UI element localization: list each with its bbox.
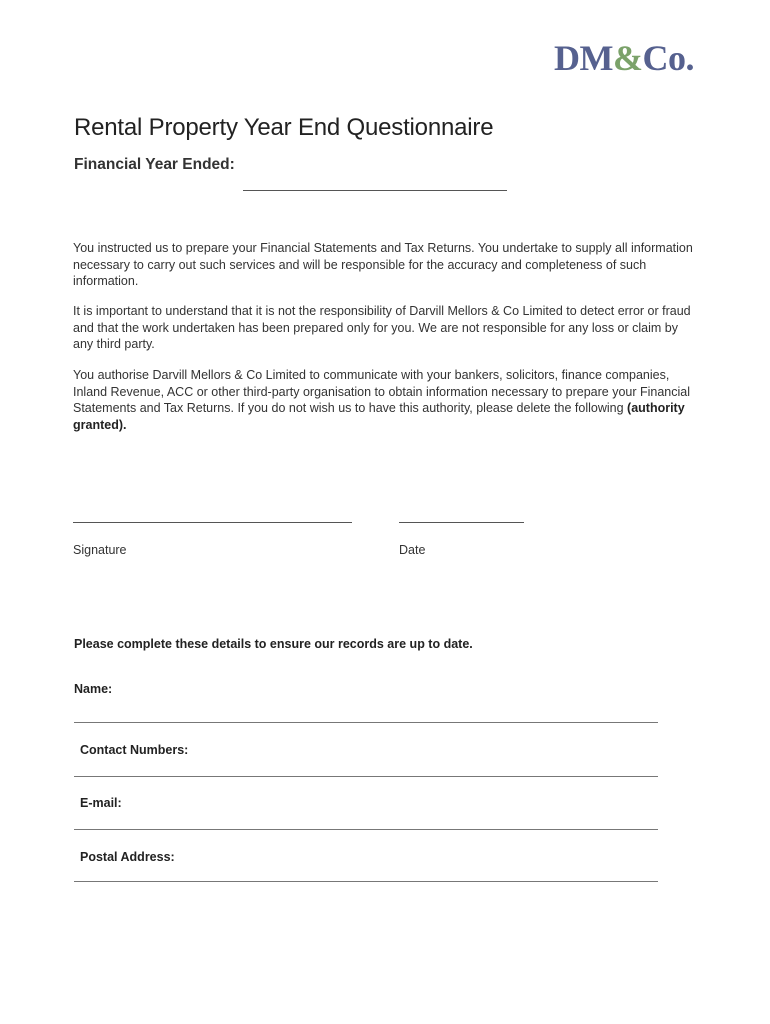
- contact-numbers-field-line[interactable]: [74, 776, 658, 777]
- authority-paragraph: [73, 367, 699, 433]
- authority-paragraph-text: You authorise Darvill Mellors & Co Limited to communicate with your bankers, solicitors, finance companies, Inland Revenue, ACC or other third-party organisation to obtain information necessary to prepare your Financial Statements and Tax Returns. If you do not wish us to have this authority, please delete the following: [73, 368, 691, 415]
- authority-granted-text: (authority granted).: [73, 401, 685, 432]
- signature-label: Signature: [73, 543, 127, 557]
- instruction-paragraph: You instructed us to prepare your Financial Statements and Tax Returns. You undertake to supply all information necessary to carry out such services and will be responsible for the accuracy and completeness of such information.: [73, 241, 693, 288]
- postal-address-label: Postal Address:: [80, 850, 175, 864]
- date-label: Date: [399, 543, 426, 557]
- logo-dm: DM: [554, 38, 613, 78]
- name-label: Name:: [74, 682, 113, 696]
- responsibility-paragraph: It is important to understand that it is not the responsibility of Darvill Mellors & Co Limited to detect error or fraud and that the work undertaken has been prepared only for you. We are not responsible for any loss or claim by any third party.: [73, 304, 691, 351]
- company-logo: [554, 40, 694, 76]
- financial-year-input-line[interactable]: [243, 190, 507, 191]
- details-instruction: Please complete these details to ensure our records are up to date.: [74, 637, 473, 651]
- email-field-line[interactable]: [74, 829, 658, 830]
- signature-line[interactable]: [73, 522, 352, 523]
- postal-address-field-line[interactable]: [74, 881, 658, 882]
- email-label: E-mail:: [80, 796, 122, 810]
- financial-year-label: Financial Year Ended:: [74, 156, 235, 173]
- logo-ampersand: &: [613, 38, 643, 78]
- page-title: Rental Property Year End Questionnaire: [74, 114, 494, 141]
- name-field-line[interactable]: [74, 722, 658, 723]
- logo-co: Co.: [642, 38, 694, 78]
- date-line[interactable]: [399, 522, 524, 523]
- contact-numbers-label: Contact Numbers:: [80, 743, 189, 757]
